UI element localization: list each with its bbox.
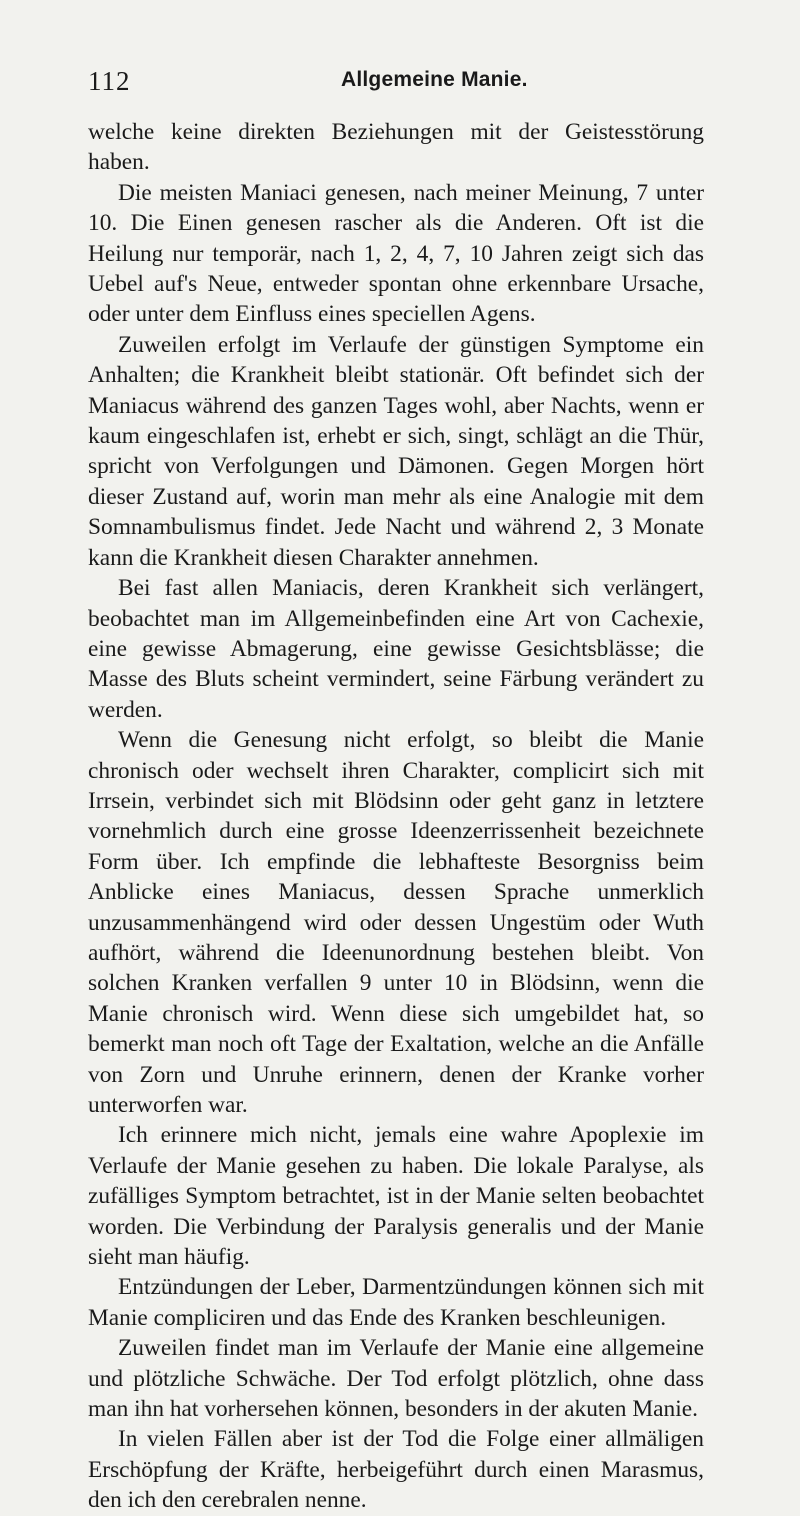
- page-header: [88, 66, 708, 106]
- running-head: Allgemeine Manie.: [341, 68, 528, 91]
- paragraph: Zuweilen erfolgt im Verlaufe der günstigen Symptome ein Anhalten; die Krankheit bleibt stationär. Oft befindet sich der Maniacus während des ganzen Tages wohl, aber Nachts, wenn er kaum eingeschlafen ist, erhebt er sich, singt, schlägt an die Thür, spricht von Verfolgungen und Dämonen. Gegen Morgen hört dieser Zustand auf, worin man mehr als eine Analogie mit dem Somnambulismus findet. Jede Nacht und während 2, 3 Monate kann die Krankheit diesen Charakter annehmen.: [88, 331, 704, 571]
- paragraph: In vielen Fällen aber ist der Tod die Folge einer allmäligen Erschöpfung der Kräfte, herbeigeführt durch einen Marasmus, den ich den cerebralen nenne.: [88, 1426, 704, 1514]
- body-text: [88, 117, 704, 1516]
- paragraph: Ich erinnere mich nicht, jemals eine wahre Apoplexie im Verlaufe der Manie gesehen zu haben. Die lokale Paralyse, als zufälliges Symptom betrachtet, ist in der Manie selten beobachtet worden. Die Verbindung der Paralysis generalis und der Manie sieht man häufig.: [88, 1122, 704, 1271]
- paragraph: Bei fast allen Maniacis, deren Krankheit sich verlängert, beobachtet man im Allgemeinbefinden eine Art von Cachexie, eine gewisse Abmagerung, eine gewisse Gesichtsblässe; die Masse des Bluts scheint vermindert, seine Färbung verändert zu werden.: [88, 575, 704, 723]
- paragraph: Entzündungen der Leber, Darmentzündungen können sich mit Manie compliciren und das Ende des Kranken beschleunigen.: [88, 1274, 704, 1331]
- page-number: 112: [88, 66, 131, 96]
- paragraph: Wenn die Genesung nicht erfolgt, so bleibt die Manie chronisch oder wechselt ihren Charakter, complicirt sich mit Irrsein, verbindet sich mit Blödsinn oder geht ganz in letztere vornehmlich durch eine grosse Ideenzerrissenheit bezeichnete Form über. Ich empfinde die lebhafteste Besorgniss beim Anblicke eines Maniacus, dessen Sprache unmerklich unzusammenhängend wird oder dessen Ungestüm oder Wuth aufhört, während die Ideenunordnung bestehen bleibt. Von solchen Kranken verfallen 9 unter 10 in Blödsinn, wenn die Manie chronisch wird. Wenn diese sich umgebildet hat, so bemerkt man noch oft Tage der Exaltation, welche an die Anfälle von Zorn und Unruhe erinnern, denen der Kranke vorher unterworfen war.: [88, 727, 704, 1118]
- paragraph: Die meisten Maniaci genesen, nach meiner Meinung, 7 unter 10. Die Einen genesen rascher als die Anderen. Oft ist die Heilung nur temporär, nach 1, 2, 4, 7, 10 Jahren zeigt sich das Uebel auf's Neue, entweder spontan ohne erkennbare Ursache, oder unter dem Einfluss eines speciellen Agens.: [88, 179, 704, 328]
- paragraph-continuation: welche keine direkten Beziehungen mit der Geistesstörung haben.: [88, 119, 704, 176]
- paragraph: Zuweilen findet man im Verlaufe der Manie eine allgemeine und plötzliche Schwäche. Der Tod erfolgt plötzlich, ohne dass man ihn hat vorhersehen können, besonders in der akuten Manie.: [88, 1335, 704, 1423]
